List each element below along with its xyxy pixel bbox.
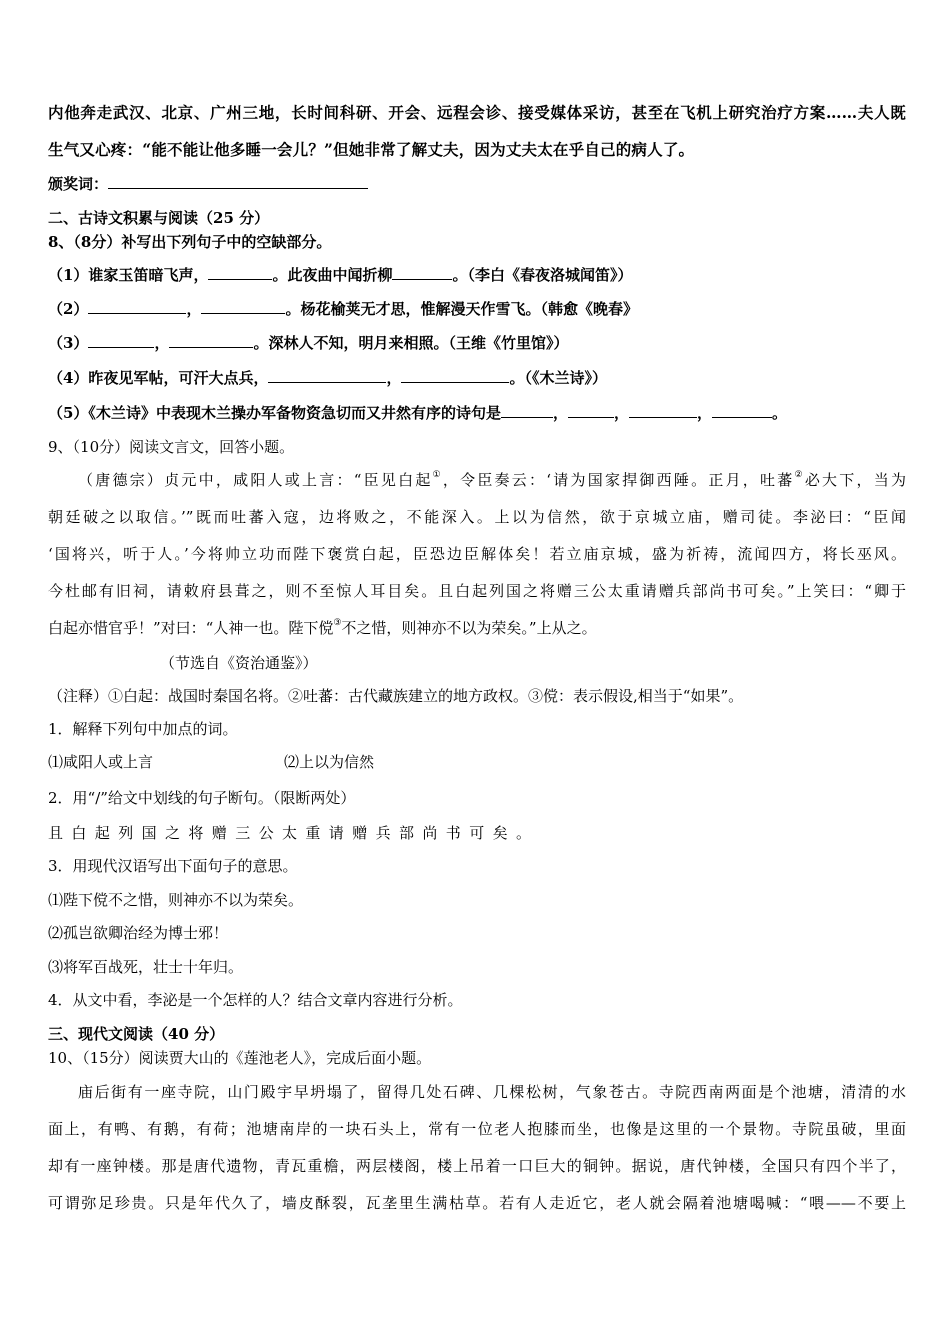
award-label-text: 颁奖词：: [48, 175, 109, 193]
q8-3-text-b: ，: [154, 334, 170, 352]
q8-5-blank-d[interactable]: [712, 403, 772, 418]
q8-item-3: [48, 333, 906, 353]
q8-2-text-c: 。杨花榆荚无才思，惟解漫天作雪飞。（韩愈《晚春》: [285, 300, 638, 318]
q9-source: （节选自《资治通鉴》）: [160, 654, 318, 672]
q8-5-text-a: （5）《木兰诗》中表现木兰操办军备物资急切而又井然有序的诗句是: [48, 404, 501, 422]
q8-3-blank-a[interactable]: [88, 333, 154, 348]
note-marker-2: ②: [794, 470, 805, 480]
q9-sub-1-b: ⑵上以为信然: [284, 753, 375, 771]
q8-item-2: [48, 299, 906, 319]
q9-notes: （注释）①白起：战国时秦国名将。②吐蕃：古代藏族建立的地方政权。③傥：表示假设,相当于“如果”。: [48, 687, 744, 705]
q8-3-text-a: （3）: [48, 334, 89, 352]
q9-sub-1: 1．解释下列句中加点的词。: [48, 720, 238, 738]
q9-sub-3: 3．用现代汉语写出下面句子的意思。: [48, 857, 298, 875]
q8-item-4: [48, 368, 906, 388]
q8-5-sep-c: ，: [696, 404, 712, 422]
q10-passage-line-3: 却有一座钟楼。那是唐代遗物，青瓦重檐，两层楼阁，楼上吊着一口巨大的铜钟。据说，唐代钟楼，全国只有四个半了，: [48, 1157, 906, 1175]
q8-item-5: [48, 403, 906, 423]
q8-1-blank-a[interactable]: [208, 265, 272, 280]
q9-sub-1-items: [48, 752, 906, 772]
q8-1-text-c: 。（李白《春夜洛城闻笛》）: [452, 266, 633, 284]
q9-passage-line-3: ‘国将兴，听于人。’今将帅立功而陛下褒赏白起，臣恐边臣解体矣！若立庙京城，盛为祈祷，流闻四方，将长巫风。: [48, 545, 906, 563]
q9-sub-3-a: ⑴陛下傥不之惜，则神亦不以为荣矣。: [48, 891, 304, 909]
q9-passage-line-1: [78, 470, 906, 490]
q9-sub-2-sentence: 且白起列国之将赠三公太重请赠兵部尚书可矣。: [48, 824, 540, 842]
q9-sub-4: 4．从文中看，李泌是一个怎样的人？结合文章内容进行分析。: [48, 991, 463, 1009]
q9-sub-3-b: ⑵孤岂欲卿治经为博士邪！: [48, 924, 229, 942]
q9-passage-line-5: [48, 618, 906, 638]
q8-4-text-b: ，: [386, 369, 402, 387]
q8-4-text-c: 。（《木兰诗》）: [509, 369, 607, 387]
q8-item-1: [48, 265, 906, 285]
q8-2-blank-b[interactable]: [201, 299, 285, 314]
q8-2-text-b: ，: [186, 300, 202, 318]
award-label: [48, 174, 906, 194]
note-marker-3: ③: [333, 618, 342, 628]
q8-2-blank-a[interactable]: [88, 299, 186, 314]
q8-1-blank-b[interactable]: [392, 265, 452, 280]
q10-passage-line-1: 庙后街有一座寺院，山门殿宇早坍塌了，留得几处石碑、几棵松树，气象苍古。寺院西南两面是个池塘，清清的水: [78, 1083, 906, 1101]
section-2-heading: 二、古诗文积累与阅读（25 分）: [48, 209, 270, 227]
q8-4-blank-b[interactable]: [401, 368, 509, 383]
q9-prompt: 9、（10分）阅读文言文，回答小题。: [48, 438, 295, 456]
q8-4-text-a: （4）昨夜见军帖，可汗大点兵，: [48, 369, 269, 387]
q9-passage-line-2: 朝廷破之以取信。’”既而吐蕃入寇，边将败之，不能深入。上以为信然，欲于京城立庙，赠司徒。李泌曰：“臣闻: [48, 508, 906, 526]
q8-1-text-a: （1）谁家玉笛暗飞声，: [48, 266, 209, 284]
q8-5-blank-b[interactable]: [568, 403, 614, 418]
q8-prompt: 8、（8分）补写出下列句子中的空缺部分。: [48, 233, 332, 251]
q10-prompt: 10、（15分）阅读贾大山的《莲池老人》，完成后面小题。: [48, 1049, 432, 1067]
award-paragraph-line-2: 生气又心疼：“能不能让他多睡一会儿？”但她非常了解丈夫，因为丈夫太在乎自己的病人了。: [48, 140, 695, 159]
q8-5-end: 。: [772, 404, 788, 422]
q10-passage-line-4: 可谓弥足珍贵。只是年代久了，墙皮酥裂，瓦垄里生满枯草。若有人走近它，老人就会隔着池塘喝喊：“喂——不要上: [48, 1194, 906, 1212]
q8-5-blank-c[interactable]: [629, 403, 697, 418]
q8-5-sep-a: ，: [552, 404, 568, 422]
q9-passage-line-4: 今杜邮有旧祠，请敕府县葺之，则不至惊人耳目矣。且白起列国之将赠三公太重请赠兵部尚书可矣。”上笑曰：“卿于: [48, 582, 906, 600]
q9-sub-3-c: ⑶将军百战死，壮士十年归。: [48, 958, 244, 976]
award-paragraph-line-1: 内他奔走武汉、北京、广州三地，长时间科研、开会、远程会诊、接受媒体采访，甚至在飞机上研究治疗方案……夫人既: [48, 103, 906, 122]
q8-1-text-b: 。此夜曲中闻折柳: [272, 266, 393, 284]
q8-2-text-a: （2）: [48, 300, 89, 318]
q8-3-text-c: 。深林人不知，明月来相照。（王维《竹里馆》）: [253, 334, 569, 352]
q9-p1-c: 必大下，当为: [804, 471, 906, 489]
q10-passage-line-2: 面上，有鸭、有鹅，有荷；池塘南岸的一块石头上，常有一位老人抱膝而坐，也像是这里的一个景物。寺院虽破，里面: [48, 1120, 906, 1138]
q9-sub-1-a: ⑴咸阳人或上言: [48, 753, 154, 771]
q8-5-sep-b: ，: [613, 404, 629, 422]
q9-sub-2: 2．用“/”给文中划线的句子断句。（限断两处）: [48, 789, 356, 807]
q8-4-blank-a[interactable]: [268, 368, 386, 383]
q8-3-blank-b[interactable]: [169, 333, 253, 348]
q8-5-blank-a[interactable]: [501, 403, 553, 418]
section-3-heading: 三、现代文阅读（40 分）: [48, 1025, 225, 1043]
note-marker-1: ①: [432, 470, 443, 480]
award-answer-blank[interactable]: [108, 174, 368, 189]
q9-p1-b: ，令臣奏云：‘请为国家捍御西陲。正月，吐蕃: [442, 471, 795, 489]
q9-p1-a: （唐德宗）贞元中，咸阳人或上言：“臣见白起: [78, 471, 433, 489]
q9-p5-b: 不之惜，则神亦不以为荣矣。”上从之。: [341, 619, 597, 637]
q9-p5-a: 白起亦惜官乎！”对曰：“人神一也。陛下傥: [48, 619, 334, 637]
